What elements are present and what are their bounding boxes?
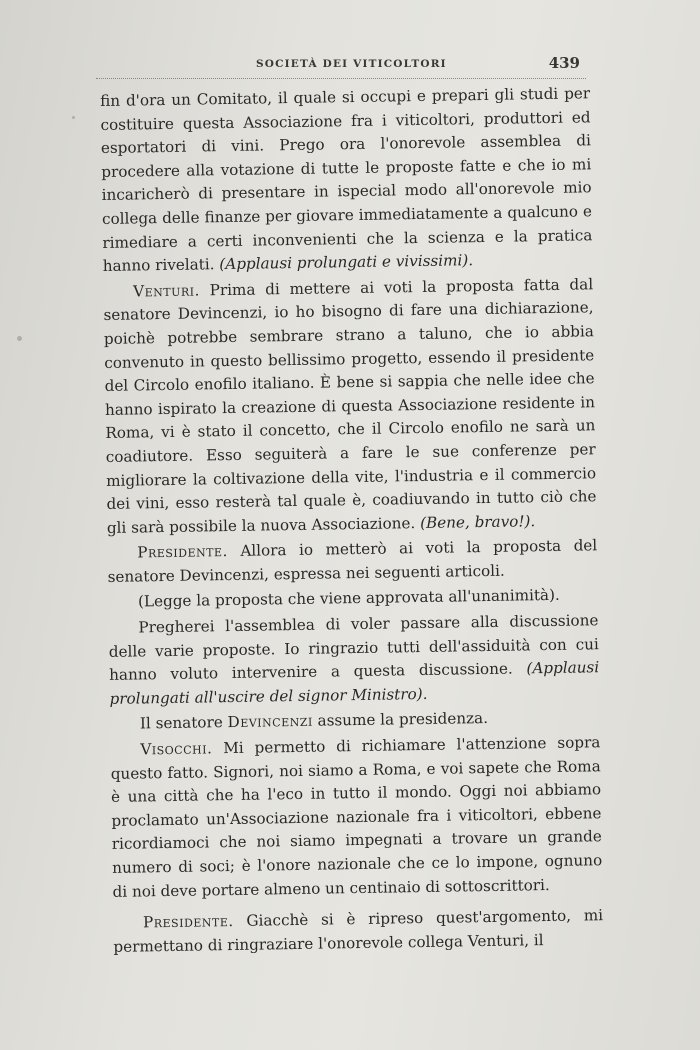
paper-speck bbox=[72, 116, 75, 119]
header-rule bbox=[96, 78, 586, 79]
paragraph bbox=[110, 731, 603, 904]
paragraph bbox=[100, 82, 593, 278]
speaker-name: Presidente. bbox=[142, 912, 234, 932]
paragraph-text: Prima di mettere ai voti la proposta fatta dal senatore Devincenzi, io ho bisogno di fare una dichiarazione, poichè potrebbe sembrare strano a taluno, che io abbia convenuto in questo bellissimo progetto, essendo il presidente del Circolo enofilo italiano. È bene si sappia che nelle idee che hanno ispirato la creazione di questa Associazione residente in Roma, vi è stato il concetto, che il Circolo enofilo ne sarà un coadiutore. Esso seguiterà a fare le sue conferenze per migliorare la coltivazione della vite, l'industria e il commercio dei vini, esso resterà tal quale è, coadiuvando in tutto ciò che gli sarà possibile la nuova Associazione. bbox=[103, 275, 597, 537]
speaker-name: Devincenzi bbox=[227, 712, 313, 732]
stage-direction: (Applausi prolungati e vivissimi). bbox=[219, 251, 474, 274]
speaker-name: Visocchi. bbox=[140, 739, 213, 759]
paragraph-text: Il senatore bbox=[139, 713, 223, 733]
text-body bbox=[100, 82, 604, 961]
paragraph-text: Mi permetto di richiamare l'attenzione sopra questo fatto. Signori, noi siamo a Roma, e voi sapete che Roma è una città che ha l'eco in tutto il mondo. Oggi noi abbiamo proclamato un'Associazione nazionale fra i viticoltori, ebbene ricordiamoci che noi siamo impegnati a trovare un grande numero di soci; è l'onore nazionale che ce lo impone, ognuno di noi deve portare almeno un centinaio di sottoscrittori. bbox=[110, 733, 603, 901]
speaker-name: Presidente. bbox=[137, 542, 228, 562]
stage-direction: (Bene, bravo!). bbox=[419, 511, 536, 532]
paragraph bbox=[103, 273, 597, 540]
paragraph-text: assume la presidenza. bbox=[317, 709, 489, 731]
paragraph-text: Giacchè si è ripreso quest'argomento, mi permettano di ringraziare l'onorevole collega Venturi, il bbox=[113, 906, 604, 956]
paragraph-text: Pregherei l'assemblea di voler passare alla discussione delle varie proposte. Io ringrazio tutti dell'assiduità con cui hanno voluto intervenire a questa discussione. bbox=[108, 611, 599, 685]
paragraph-text: fin d'ora un Comitato, il quale si occupi e prepari gli studi per costituire questa Associazione fra i viticoltori, produttori ed esportatori di vini. Prego ora l'onorevole assemblea di procedere alla votazione di tutte le proposte fatte e che io mi incaricherò di presentare in ispecial modo all'onorevole mio collega delle finanze per giovare immediatamente a qualcuno e rimediare a certi inconvenienti che la scienza e la pratica hanno rivelati. bbox=[100, 84, 593, 276]
paragraph bbox=[107, 535, 598, 590]
page-number: 439 bbox=[548, 54, 580, 72]
running-title: SOCIETÀ DEI VITICOLTORI bbox=[256, 58, 447, 70]
speaker-name: Venturi. bbox=[133, 281, 200, 301]
stage-direction: (Applausi prolungati all'uscire del signor Ministro). bbox=[109, 658, 600, 708]
paragraph-text: (Legge la proposta che viene approvata all'unanimità). bbox=[137, 586, 560, 611]
page-header bbox=[96, 52, 586, 82]
paragraph bbox=[113, 904, 604, 959]
paper-speck bbox=[17, 336, 22, 341]
paragraph bbox=[108, 609, 599, 711]
paragraph-text: Allora io metterò ai voti la proposta del senatore Devincenzi, espressa nei seguenti articoli. bbox=[107, 536, 598, 586]
